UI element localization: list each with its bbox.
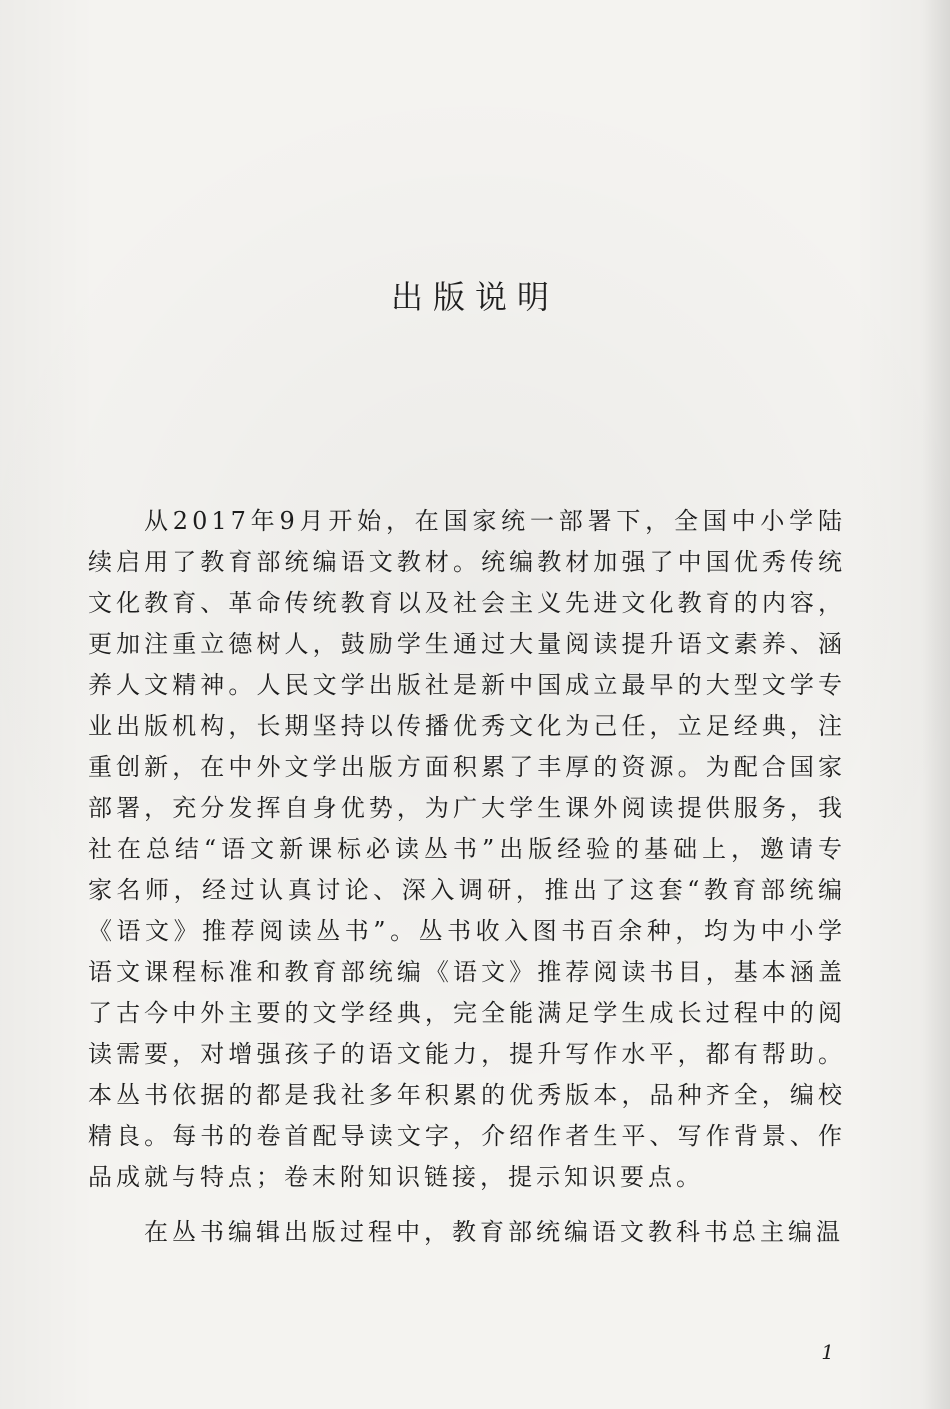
- paragraph-1: 从2017年9月开始，在国家统一部署下，全国中小学陆续启用了教育部统编语文教材。统编教材加强了中国优秀传统文化教育、革命传统教育以及社会主义先进文化教育的内容，更加注重立德树人，鼓励学生通过大量阅读提升语文素养、涵养人文精神。人民文学出版社是新中国成立最早的大型文学专业出版机构，长期坚持以传播优秀文化为己任，立足经典，注重创新，在中外文学出版方面积累了丰厚的资源。为配合国家部署，充分发挥自身优势，为广大学生课外阅读提供服务，我社在总结“语文新课标必读丛书”出版经验的基础上，邀请专家名师，经过认真讨论、深入调研，推出了这套“教育部统编《语文》推荐阅读丛书”。丛书收入图书百余种，均为中小学语文课程标准和教育部统编《语文》推荐阅读书目，基本涵盖了古今中外主要的文学经典，完全能满足学生成长过程中的阅读需要，对增强孩子的语文能力，提升写作水平，都有帮助。本丛书依据的都是我社多年积累的优秀版本，品种齐全，编校精良。每书的卷首配导读文字，介绍作者生平、写作背景、作品成就与特点；卷末附知识链接，提示知识要点。: [88, 507, 846, 1191]
- page-title: 出版说明: [390, 278, 559, 316]
- paragraph-2: 在丛书编辑出版过程中，教育部统编语文教科书总主编温: [144, 1218, 844, 1246]
- page-edge-shadow: [922, 0, 950, 1409]
- page-number: 1: [821, 1340, 834, 1364]
- body-text: [88, 501, 846, 1253]
